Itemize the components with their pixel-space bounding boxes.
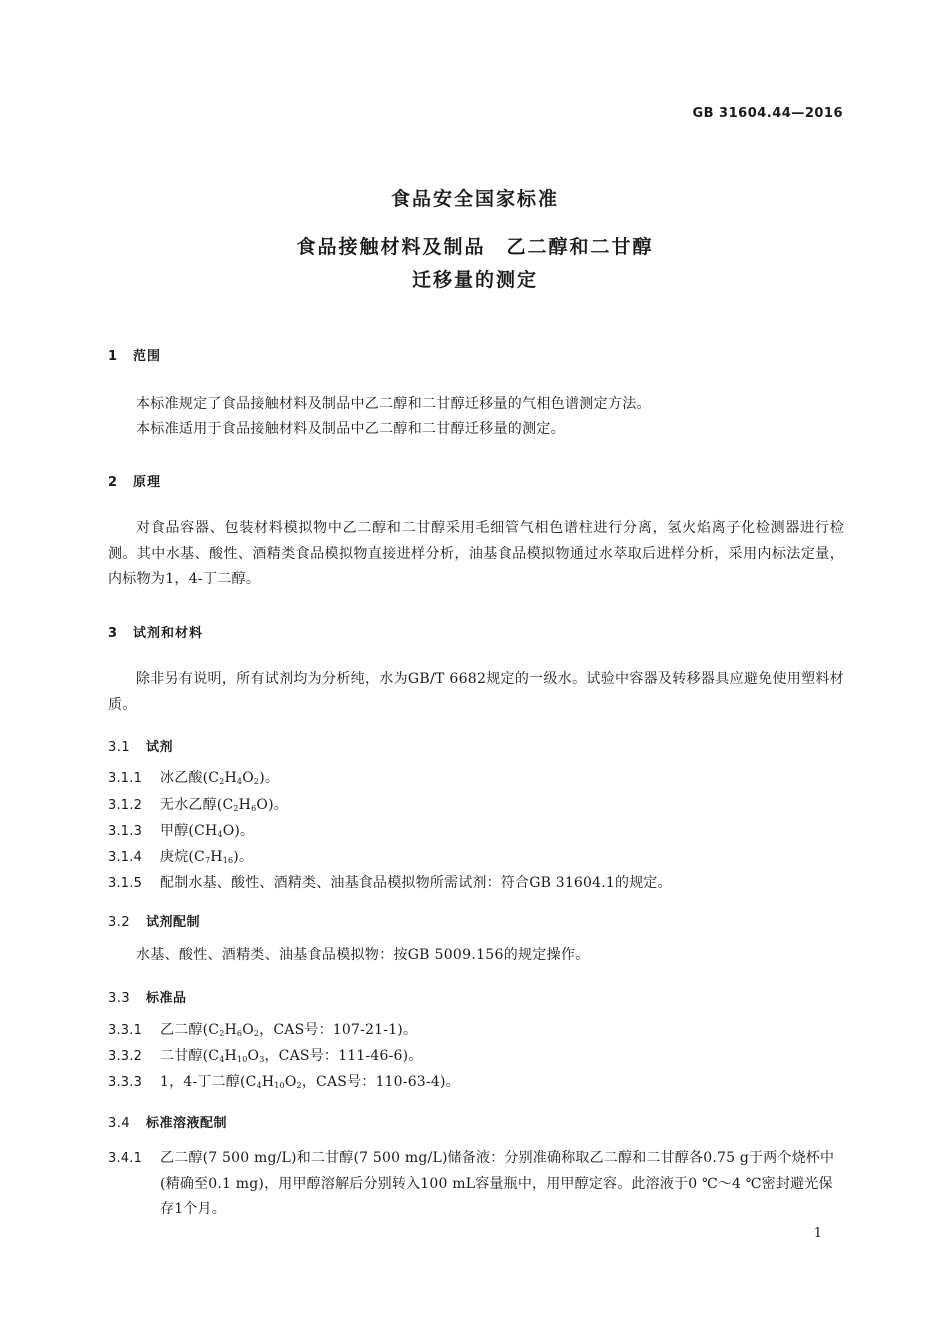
item-text: ，CAS号：111-46-6)。 xyxy=(264,1048,423,1064)
item-number: 3.4.1 xyxy=(108,1151,143,1166)
section-title: 试剂 xyxy=(146,740,174,755)
subscript: 6 xyxy=(251,804,257,813)
item-text: )。 xyxy=(259,770,280,786)
paragraph: 水基、酸性、酒精类、油基食品模拟物：按GB 5009.156的规定操作。 xyxy=(136,947,590,963)
section-number: 3.4 xyxy=(108,1116,131,1131)
item-text: O)。 xyxy=(256,797,288,813)
subscript: 2 xyxy=(219,1029,225,1038)
item-text: O xyxy=(247,1048,260,1064)
standard-code: GB 31604.44—2016 xyxy=(692,106,843,121)
item-text: ，CAS号：110-63-4)。 xyxy=(301,1074,460,1090)
item-text: 二甘醇(C xyxy=(160,1048,220,1064)
subscript: 10 xyxy=(236,1055,248,1064)
list-item xyxy=(108,1146,844,1223)
subscript: 2 xyxy=(296,1081,302,1090)
item-text: O xyxy=(284,1074,297,1090)
item-text: 配制水基、酸性、酒精类、油基食品模拟物所需试剂：符合GB 31604.1的规定。 xyxy=(160,875,672,891)
item-text: H xyxy=(238,797,252,813)
subscript: 7 xyxy=(204,856,211,865)
subscript: 2 xyxy=(233,804,239,813)
subscript: 4 xyxy=(217,830,223,839)
item-number: 3.1.4 xyxy=(108,850,143,865)
item-text: 乙二醇(7 500 mg/L)和二甘醇(7 500 mg/L)储备液：分别准确称取乙二醇和二甘醇各0.75 g于两个烧杯中(精确至0.1 mg)，用甲醇溶解后分别转入100 mL容量瓶中，用甲醇定容。此溶液于0 ℃～4 ℃密封避光保存1个月。 xyxy=(160,1150,835,1217)
section-title: 范围 xyxy=(133,349,162,364)
section-title: 标准溶液配制 xyxy=(146,1116,228,1131)
item-text: 无水乙醇(C xyxy=(160,797,234,813)
section-number: 3.2 xyxy=(108,915,131,930)
subsection-3-1-heading xyxy=(108,736,173,755)
section-number: 3.3 xyxy=(108,991,131,1006)
section-number: 1 xyxy=(108,349,119,364)
item-text: O xyxy=(242,1022,254,1038)
paragraph: 除非另有说明，所有试剂均为分析纯，水为GB/T 6682规定的一级水。试验中容器及转移器具应避免使用塑料材质。 xyxy=(108,671,844,713)
item-text: O)。 xyxy=(222,823,255,839)
section-2-heading xyxy=(108,471,161,490)
list-item xyxy=(108,1018,844,1047)
paragraph: 本标准适用于食品接触材料及制品中乙二醇和二甘醇迁移量的测定。 xyxy=(136,421,565,437)
list-item xyxy=(108,766,844,795)
section-title: 标准品 xyxy=(146,991,187,1006)
subscript: 10 xyxy=(274,1081,285,1090)
subsection-3-4-heading xyxy=(108,1112,227,1131)
paragraph: 对食品容器、包装材料模拟物中乙二醇和二甘醇采用毛细管气相色谱柱进行分离，氢火焰离子化检测器进行检测。其中水基、酸性、酒精类食品模拟物直接进样分析，油基食品模拟物通过水萃取后进样分析，采用内标法定量，内标物为1，4-丁二醇。 xyxy=(108,520,844,587)
section-title: 试剂和材料 xyxy=(133,626,204,641)
subscript: 6 xyxy=(236,1029,243,1038)
title-line-2: 食品接触材料及制品 乙二醇和二甘醇 xyxy=(296,236,654,258)
item-text: 乙二醇(C xyxy=(160,1022,220,1038)
section-number: 3 xyxy=(108,626,119,641)
item-text: 冰乙酸(C xyxy=(160,770,220,786)
item-text: 1，4-丁二醇(C xyxy=(160,1074,257,1090)
section-title: 原理 xyxy=(133,475,162,490)
item-text: H xyxy=(224,1022,237,1038)
item-number: 3.3.2 xyxy=(108,1049,143,1064)
subscript: 4 xyxy=(256,1081,262,1090)
subsection-3-2-heading xyxy=(108,911,200,930)
item-number: 3.1.1 xyxy=(108,771,143,786)
item-number: 3.1.3 xyxy=(108,824,143,839)
list-item xyxy=(108,1044,844,1073)
subscript: 2 xyxy=(253,777,260,786)
list-item xyxy=(108,1070,844,1099)
list-item xyxy=(108,871,844,897)
title-line-1: 食品安全国家标准 xyxy=(390,188,559,210)
section-3-heading xyxy=(108,622,203,641)
item-text: H xyxy=(224,770,237,786)
section-number: 2 xyxy=(108,475,119,490)
subscript: 16 xyxy=(222,856,234,865)
subscript: 2 xyxy=(219,777,225,786)
list-item xyxy=(108,845,844,874)
item-text: )。 xyxy=(233,849,254,865)
item-text: 甲醇(CH xyxy=(160,823,218,839)
list-item xyxy=(108,793,844,822)
item-number: 3.1.5 xyxy=(108,876,143,891)
item-number: 3.3.1 xyxy=(108,1023,143,1038)
subscript: 3 xyxy=(259,1055,265,1064)
subscript: 4 xyxy=(219,1055,225,1064)
item-text: ，CAS号：107-21-1)。 xyxy=(259,1022,418,1038)
item-text: H xyxy=(210,849,223,865)
item-text: O xyxy=(242,770,254,786)
section-number: 3.1 xyxy=(108,740,131,755)
item-text: H xyxy=(224,1048,237,1064)
section-title: 试剂配制 xyxy=(146,915,201,930)
item-number: 3.3.3 xyxy=(108,1075,143,1090)
page-number: 1 xyxy=(813,1226,822,1241)
subscript: 4 xyxy=(236,777,243,786)
item-text: H xyxy=(261,1074,275,1090)
item-number: 3.1.2 xyxy=(108,798,143,813)
title-line-3: 迁移量的测定 xyxy=(411,269,538,291)
item-body xyxy=(108,1146,844,1223)
subsection-3-3-heading xyxy=(108,987,187,1006)
list-item xyxy=(108,819,844,848)
subscript: 2 xyxy=(253,1029,260,1038)
item-text: 庚烷(C xyxy=(160,849,205,865)
paragraph: 本标准规定了食品接触材料及制品中乙二醇和二甘醇迁移量的气相色谱测定方法。 xyxy=(136,396,651,412)
section-1-heading xyxy=(108,345,161,364)
